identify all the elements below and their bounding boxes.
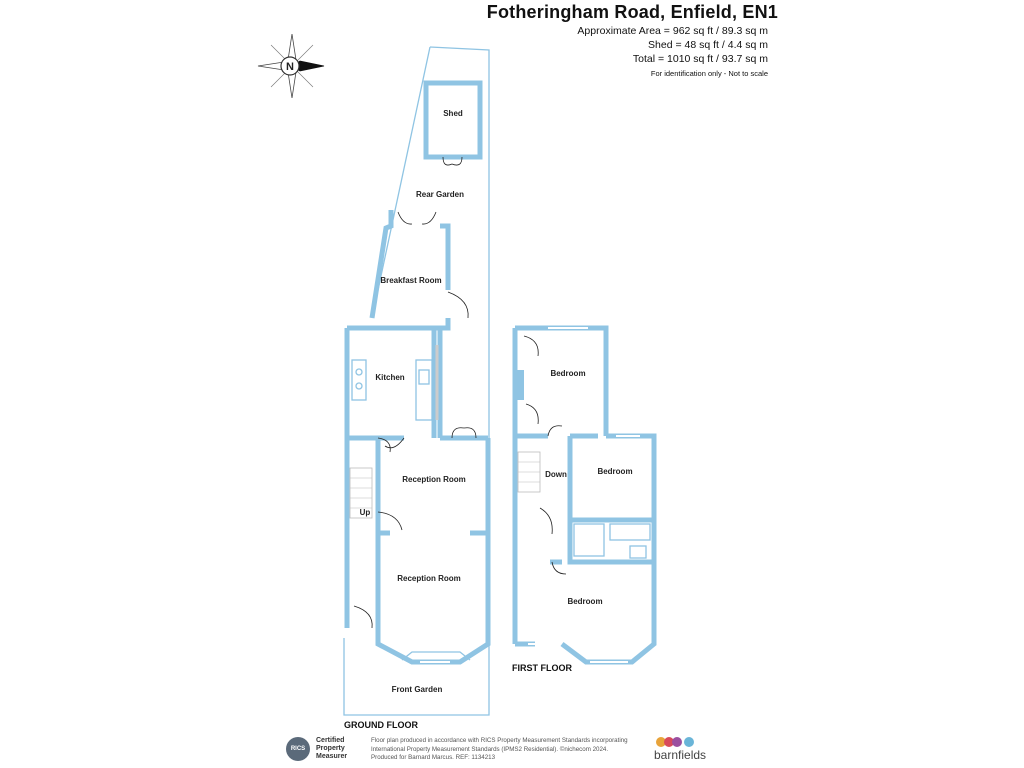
rics-badge-text: Certified Property Measurer xyxy=(316,737,348,760)
brand-name: barnfields xyxy=(654,748,707,762)
property-title: Fotheringham Road, Enfield, EN1 xyxy=(486,2,778,22)
kitchen-hob xyxy=(352,360,366,400)
logo-dot-icon xyxy=(672,737,682,747)
first-floor-walls xyxy=(515,328,654,662)
reception-walls xyxy=(378,438,488,662)
room-label-front-garden: Front Garden xyxy=(391,685,443,694)
breakfast-room-walls xyxy=(372,210,448,328)
first-floor-label: FIRST FLOOR xyxy=(512,663,572,673)
rics-logo-icon: RICS xyxy=(286,737,310,761)
room-label-kitchen: Kitchen xyxy=(375,373,405,382)
total-area: Total = 1010 sq ft / 93.7 sq m xyxy=(632,53,768,65)
logo-dot-icon xyxy=(684,737,694,747)
room-label-reception-room-2: Reception Room xyxy=(397,574,461,583)
shed-area: Shed = 48 sq ft / 4.4 sq m xyxy=(648,39,768,51)
kitchen-sink-unit xyxy=(416,360,432,420)
room-label-bedroom-1: Bedroom xyxy=(550,369,586,378)
approximate-area: Approximate Area = 962 sq ft / 89.3 sq m xyxy=(577,25,768,37)
shed-walls xyxy=(426,83,480,157)
stairs-up-label: Up xyxy=(359,508,371,517)
first-floor-partitions xyxy=(515,436,654,562)
toilet-icon xyxy=(630,546,646,558)
bath-icon xyxy=(574,524,604,556)
shower-icon xyxy=(610,524,650,540)
room-label-breakfast-room: Breakfast Room xyxy=(380,276,442,285)
barnfields-logo xyxy=(654,737,716,765)
room-label-bedroom-2: Bedroom xyxy=(597,467,633,476)
ground-floor-label: GROUND FLOOR xyxy=(344,720,418,730)
room-label-shed: Shed xyxy=(443,109,463,118)
scale-note: For identification only - Not to scale xyxy=(650,69,768,78)
compass-north-label: N xyxy=(286,61,294,73)
rics-badge xyxy=(286,735,356,763)
room-label-reception-room-1: Reception Room xyxy=(402,475,466,484)
measurement-disclaimer: Floor plan produced in accordance with RICS Property Measurement Standards incorporating International Property Measurement Standards (IPMS2 Residential). ©nichecom 2024. Produced for Barnard Marcus. REF: 1134213 xyxy=(371,737,628,761)
first-floor-stairs xyxy=(518,452,540,492)
stairs-down-label: Down xyxy=(545,470,567,479)
room-label-rear-garden: Rear Garden xyxy=(415,190,465,199)
room-label-bedroom-3: Bedroom xyxy=(567,597,603,606)
